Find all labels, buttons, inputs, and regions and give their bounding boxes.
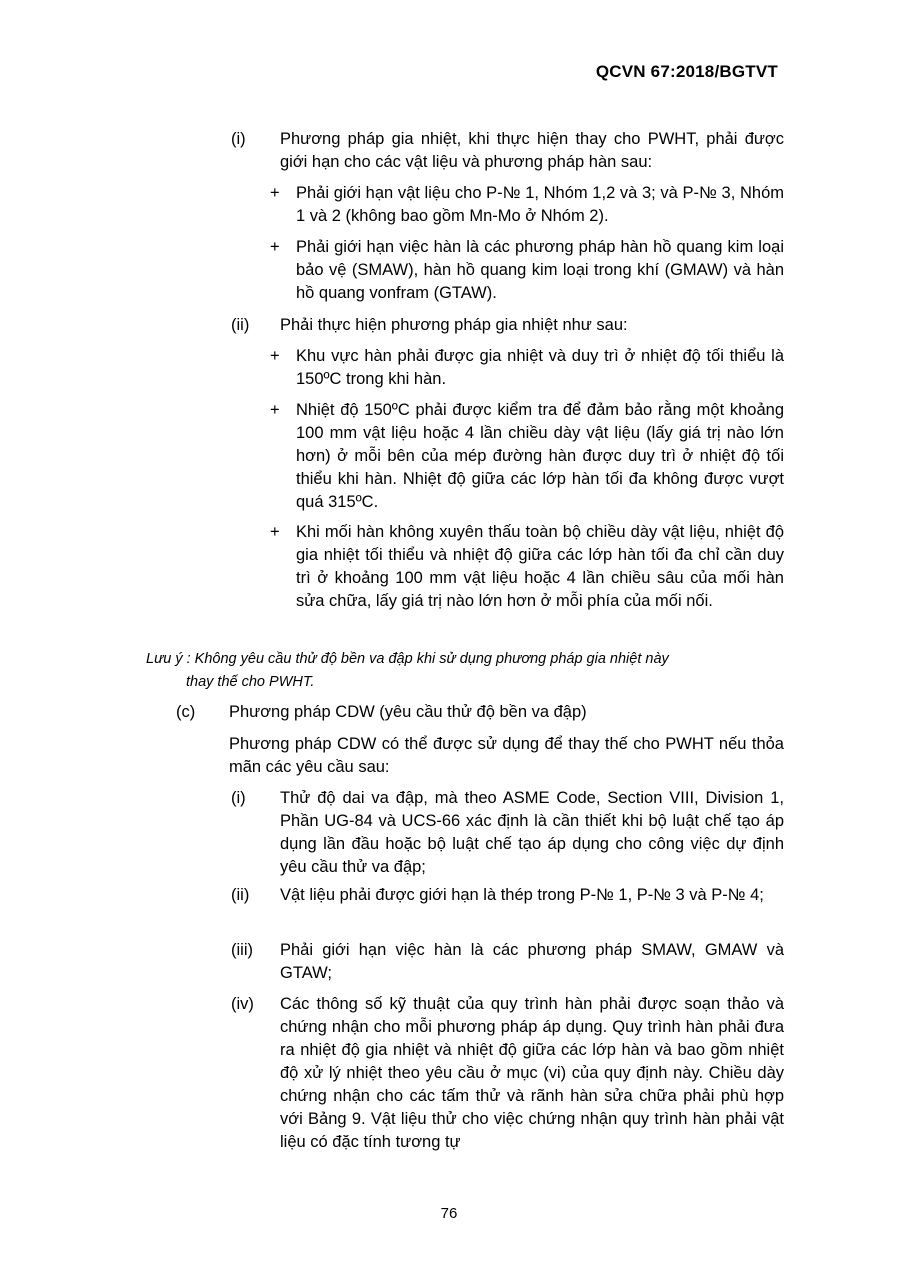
- c-item-text-iv: Các thông số kỹ thuật của quy trình hàn phải được soạn thảo và chứng nhận cho mỗi phương pháp áp dụng. Quy trình hàn phải đưa ra nhiệt độ gia nhiệt và nhiệt độ giữa các lớp hàn và bao gồm nhiệt độ xử lý nhiệt theo yêu cầu ở mục (vi) của quy định này. Chiều dày chứng nhận cho các tấm thử và rãnh hàn sửa chữa phải phù hợp với Bảng 9. Vật liệu thử cho việc chứng nhận quy trình hàn phải vật liệu có đặc tính tương tự: [280, 995, 784, 1151]
- item-label-i: (i): [231, 130, 246, 148]
- bullet-marker: +: [270, 184, 280, 202]
- bullet-text-material-limit: Phải giới hạn vật liệu cho P-№ 1, Nhóm 1,2 và 3; và P-№ 3, Nhóm 1 và 2 (không bao gồm Mn-Mo ở Nhóm 2).: [296, 184, 784, 225]
- bullet-text-preheat-zone: Khu vực hàn phải được gia nhiệt và duy trì ở nhiệt độ tối thiểu là 150ºC trong khi hàn.: [296, 347, 784, 388]
- c-item-label-ii: (ii): [231, 886, 250, 904]
- c-item-label-i: (i): [231, 789, 246, 807]
- bullet-text-partial-penetration: Khi mối hàn không xuyên thấu toàn bộ chiều dày vật liệu, nhiệt độ gia nhiệt tối thiểu và nhiệt độ giữa các lớp hàn tối đa chỉ cần duy trì ở khoảng 100 mm vật liệu hoặc 4 lần chiều sâu của mối hàn sửa chữa, lấy giá trị nào lớn hơn ở mỗi phía của mối nối.: [296, 523, 784, 610]
- bullet-marker: +: [270, 523, 280, 541]
- bullet-marker: +: [270, 238, 280, 256]
- note-second-line: thay thế cho PWHT.: [186, 674, 315, 690]
- page-number: 76: [440, 1205, 458, 1222]
- c-item-label-iv: (iv): [231, 995, 254, 1013]
- c-item-text-i: Thử độ dai va đập, mà theo ASME Code, Section VIII, Division 1, Phần UG-84 và UCS-66 xác định là cần thiết khi bộ luật chế tạo áp dụng lần đầu hoặc bộ luật chế tạo áp dụng cho công việc dự định yêu cầu thử va đập;: [280, 789, 784, 876]
- c-item-text-iii: Phải giới hạn việc hàn là các phương pháp SMAW, GMAW và GTAW;: [280, 941, 784, 982]
- item-text-ii: Phải thực hiện phương pháp gia nhiệt như sau:: [280, 316, 628, 334]
- item-text-i: Phương pháp gia nhiệt, khi thực hiện thay cho PWHT, phải được giới hạn cho các vật liệu và phương pháp hàn sau:: [280, 130, 784, 171]
- bullet-text-welding-limit: Phải giới hạn việc hàn là các phương pháp hàn hồ quang kim loại bảo vệ (SMAW), hàn hồ quang kim loại trong khí (GMAW) và hàn hồ quang vonfram (GTAW).: [296, 238, 784, 302]
- c-item-text-ii: Vật liệu phải được giới hạn là thép trong P-№ 1, P-№ 3 và P-№ 4;: [280, 886, 764, 904]
- c-item-label-iii: (iii): [231, 941, 253, 959]
- note: [146, 648, 784, 694]
- bullet-text-temperature-check: Nhiệt độ 150ºC phải được kiểm tra để đảm bảo rằng một khoảng 100 mm vật liệu hoặc 4 lần chiều dày vật liệu (lấy giá trị nào lớn hơn) ở mỗi bên của mép đường hàn được duy trì ở nhiệt độ tối thiểu khi hàn. Nhiệt độ giữa các lớp hàn tối đa không được vượt quá 315ºC.: [296, 401, 784, 511]
- section-intro-c: Phương pháp CDW có thể được sử dụng để thay thế cho PWHT nếu thỏa mãn các yêu cầu sau:: [229, 735, 784, 776]
- note-first-line: Lưu ý : Không yêu cầu thử độ bền va đập khi sử dụng phương pháp gia nhiệt này: [146, 651, 669, 667]
- document-code-header: QCVN 67:2018/BGTVT: [595, 62, 778, 81]
- section-label-c: (c): [176, 703, 196, 721]
- section-title-c: Phương pháp CDW (yêu cầu thử độ bền va đập): [229, 703, 587, 721]
- bullet-marker: +: [270, 347, 280, 365]
- bullet-marker: +: [270, 401, 280, 419]
- item-label-ii: (ii): [231, 316, 250, 334]
